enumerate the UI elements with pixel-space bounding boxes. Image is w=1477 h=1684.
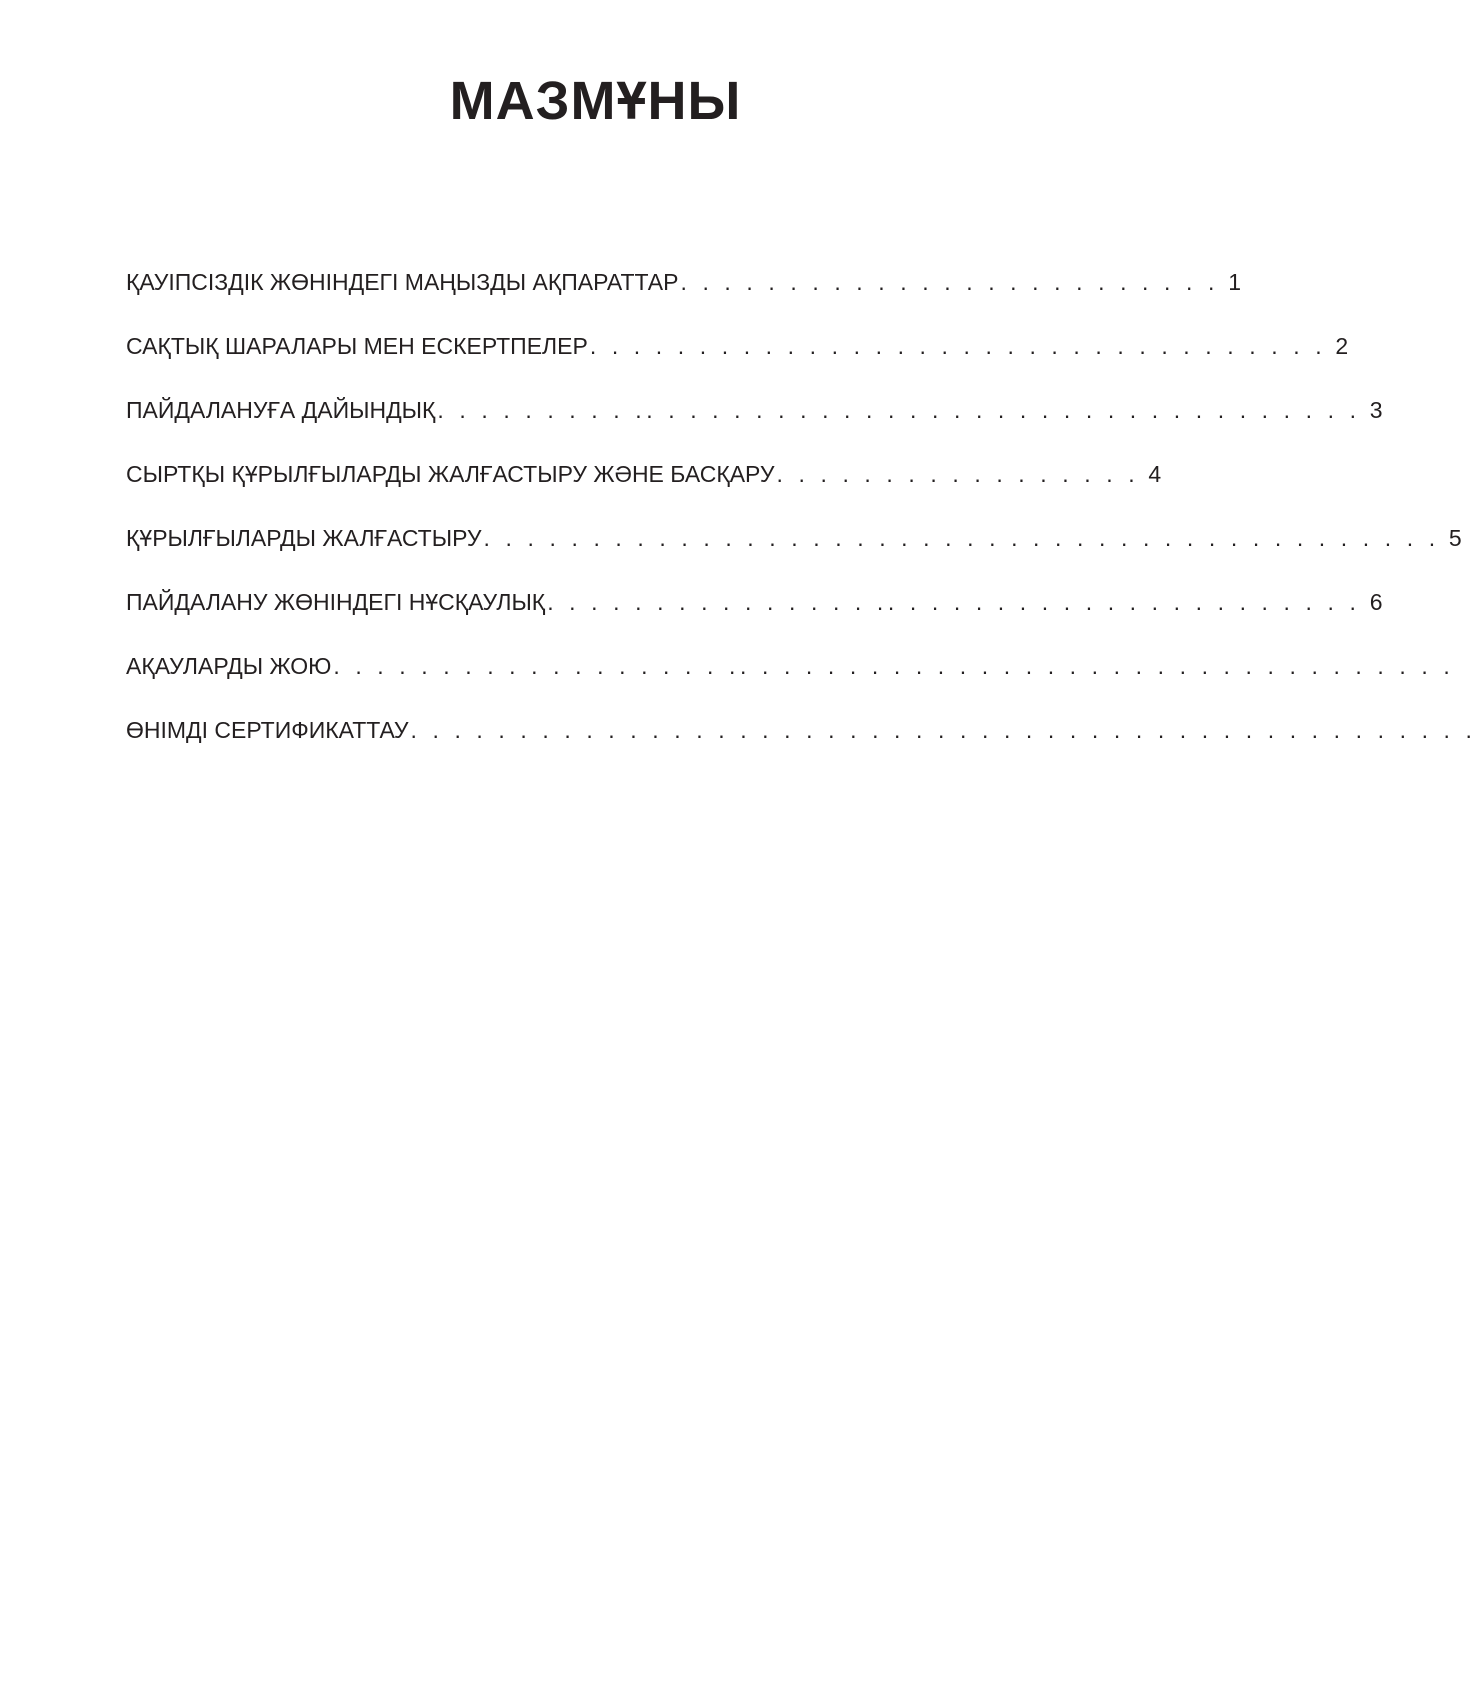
toc-entry-preparation[interactable] xyxy=(126,395,1383,459)
toc-entry-label: ПАЙДАЛАНУҒА ДАЙЫНДЫҚ xyxy=(126,397,436,423)
page-title: МАЗМҰНЫ xyxy=(449,71,742,131)
toc-entry-precautions[interactable] xyxy=(126,331,1349,395)
toc-entry-label: ҚАУІПСІЗДІК ЖӨНІНДЕГІ МАҢЫЗДЫ АҚПАРАТТАР xyxy=(126,269,679,295)
toc-dot-leader: . . . . . . . . . . . . . . . . . . . . . . . . . . . . . . . . . . . . . . . . . . . . . . . . . xyxy=(410,717,1477,743)
toc-entry-label: АҚАУЛАРДЫ ЖОЮ xyxy=(126,653,332,679)
toc-dot-leader: . . . . . . . . . .. . . . . . . . . . . . . . . . . . . . . . . . . . . . . . . . . xyxy=(437,397,1361,423)
toc-entry-label: ПАЙДАЛАНУ ЖӨНІНДЕГІ НҰСҚАУЛЫҚ xyxy=(126,589,546,615)
toc-entry-label: ӨНІМДІ СЕРТИФИКАТТАУ xyxy=(126,717,409,743)
toc-page-number: 1 xyxy=(1228,269,1241,295)
toc-dot-leader: . . . . . . . . . . . . . . . . . . . . . . . . . . . . . . . . . . xyxy=(589,333,1327,359)
toc-entry-label: САҚТЫҚ ШАРАЛАРЫ МЕН ЕСКЕРТПЕЛЕР xyxy=(126,333,588,359)
toc-entry-label: ҚҰРЫЛҒЫЛАРДЫ ЖАЛҒАСТЫРУ xyxy=(126,525,482,551)
table-of-contents xyxy=(126,267,1477,779)
toc-page-number: 5 xyxy=(1448,525,1462,551)
toc-page-number: 3 xyxy=(1369,397,1383,423)
toc-entry-device-connection[interactable] xyxy=(126,523,1462,587)
toc-page-number: 4 xyxy=(1148,461,1162,487)
toc-dot-leader: . . . . . . . . . . . . . . . . . . .. . . . . . . . . . . . . . . . . . . . . . . . . . . . . . . . . xyxy=(333,653,1455,679)
toc-entry-certification[interactable] xyxy=(126,715,1477,779)
toc-page-number: 6 xyxy=(1369,589,1383,615)
toc-dot-leader: . . . . . . . . . . . . . . . .. . . . . . . . . . . . . . . . . . . . . . xyxy=(547,589,1361,615)
toc-entry-troubleshooting[interactable] xyxy=(126,651,1455,715)
toc-dot-leader: . . . . . . . . . . . . . . . . . . . . . . . . . . . . . . . . . . . . . . . . . . . . xyxy=(483,525,1440,551)
toc-entry-safety-info[interactable] xyxy=(126,267,1241,331)
toc-entry-user-guide[interactable] xyxy=(126,587,1383,651)
toc-page-number: 2 xyxy=(1335,333,1349,359)
toc-dot-leader: . . . . . . . . . . . . . . . . . xyxy=(776,461,1140,487)
toc-entry-external-devices[interactable] xyxy=(126,459,1162,523)
toc-dot-leader: . . . . . . . . . . . . . . . . . . . . . . . . . xyxy=(680,269,1219,295)
toc-entry-label: СЫРТҚЫ ҚҰРЫЛҒЫЛАРДЫ ЖАЛҒАСТЫРУ ЖӘНЕ БАСҚАРУ xyxy=(126,461,775,487)
